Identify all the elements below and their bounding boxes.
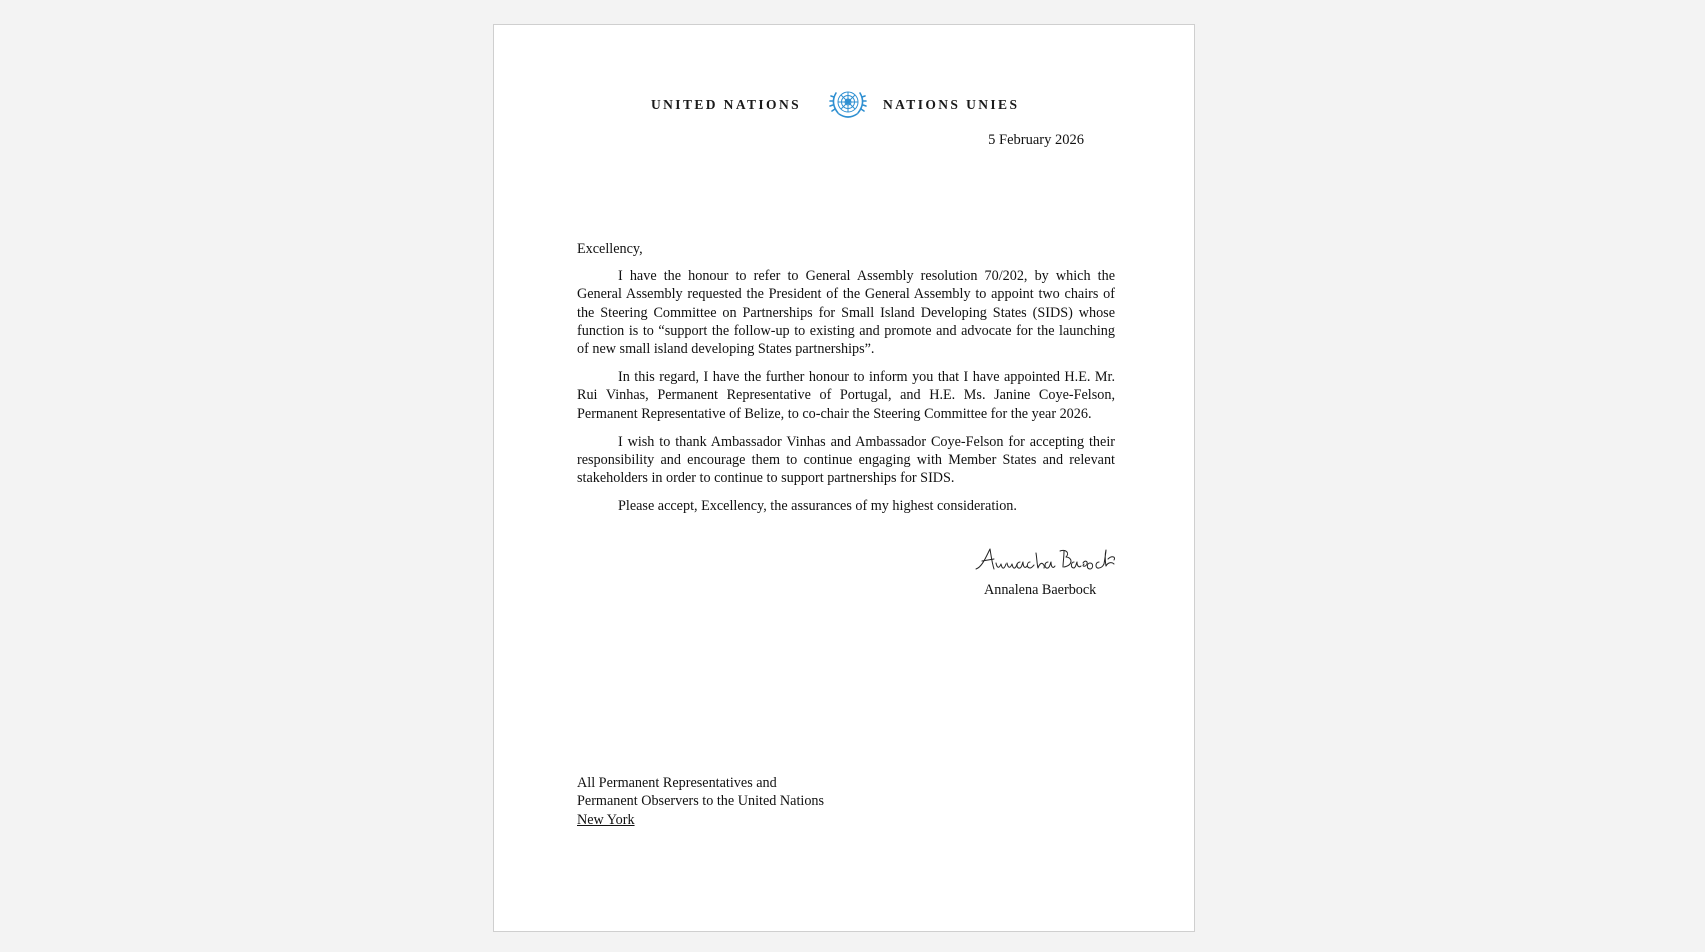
- paragraph-resolution: I have the honour to refer to General Assembly resolution 70/202, by which the General Assembly requested the President of the General Assembly to appoint two chairs of the Steering Committee on Partnerships for Small Island Developing States (SIDS) whose function is to “support the follow-up to existing and promote and advocate for the launching of new small island developing States partnerships”.: [577, 268, 1115, 358]
- letter-date: 5 February 2026: [988, 132, 1084, 148]
- recipient-line-1: All Permanent Representatives and: [577, 775, 777, 791]
- paragraph-thanks: I wish to thank Ambassador Vinhas and Ambassador Coye-Felson for accepting their responsibility and encourage them to continue engaging with Member States and relevant stakeholders in order to continue to support partnerships for SIDS.: [577, 433, 1115, 487]
- signatory-name: Annalena Baerbock: [984, 582, 1097, 598]
- handwritten-signature: [974, 545, 1119, 579]
- recipient-address: [577, 774, 824, 829]
- paragraph-appointment: In this regard, I have the further honour to inform you that I have appointed H.E. Mr. Rui Vinhas, Permanent Representative of Portugal, and H.E. Ms. Janine Coye-Felson, Permanent Representative of Belize, to co-chair the Steering Committee for the year 2026.: [577, 369, 1115, 422]
- paragraph-closing: Please accept, Excellency, the assurances of my highest consideration.: [618, 498, 1017, 515]
- letter-body: [577, 240, 1115, 526]
- signature-block: [974, 545, 1144, 615]
- un-emblem-icon: [828, 87, 868, 121]
- recipient-city: New York: [577, 811, 635, 828]
- org-name-french: NATIONS UNIES: [883, 97, 1020, 112]
- letterhead: [494, 87, 1196, 127]
- salutation: Excellency,: [577, 241, 643, 257]
- recipient-line-2: Permanent Observers to the United Nations: [577, 793, 825, 810]
- org-name-english: UNITED NATIONS: [651, 97, 801, 112]
- letter-page: [493, 24, 1195, 932]
